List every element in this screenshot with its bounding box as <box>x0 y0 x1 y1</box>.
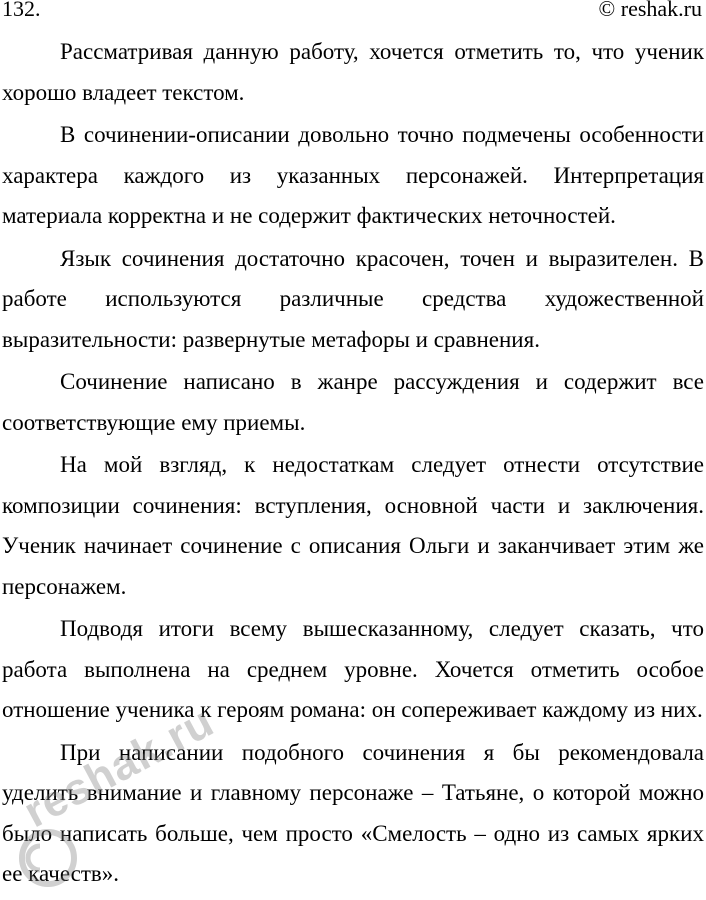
paragraph: При написании подобного сочинения я бы рекомендовала уделить внимание и главному персонаже – Татьяне, о которой можно было написать больше, чем просто «Смелость – одно из самых ярких ее качеств». <box>2 739 704 886</box>
page-header <box>0 0 706 26</box>
document-body <box>2 32 704 897</box>
paragraph: Подводя итоги всему вышесказанному, следует сказать, что работа выполнена на среднем уровне. Хочется отметить особое отношение ученика к героям романа: он сопереживает каждому из них. <box>2 616 704 722</box>
paragraph: Сочинение написано в жанре рассуждения и содержит все соответствующие ему приемы. <box>2 369 704 435</box>
paragraph: На мой взгляд, к недостаткам следует отнести отсутствие композиции сочинения: вступления, основной части и заключения. Ученик начинает сочинение с описания Ольги и заканчивает этим же персонажем. <box>2 452 704 599</box>
paragraph: В сочинении-описании довольно точно подмечены особенности характера каждого из указанных персонажей. Интерпретация материала корректна и не содержит фактических неточностей. <box>2 122 704 228</box>
watermark-text: reshak.ru <box>16 696 222 838</box>
paragraph: Рассматривая данную работу, хочется отметить то, что ученик хорошо владеет текстом. <box>2 39 704 105</box>
page-number: 132. <box>2 0 41 21</box>
site-credit: © reshak.ru <box>598 0 702 21</box>
paragraph: Язык сочинения достаточно красочен, точен и выразителен. В работе используются различные средства художественной выразительности: развернутые метафоры и сравнения. <box>2 245 704 352</box>
